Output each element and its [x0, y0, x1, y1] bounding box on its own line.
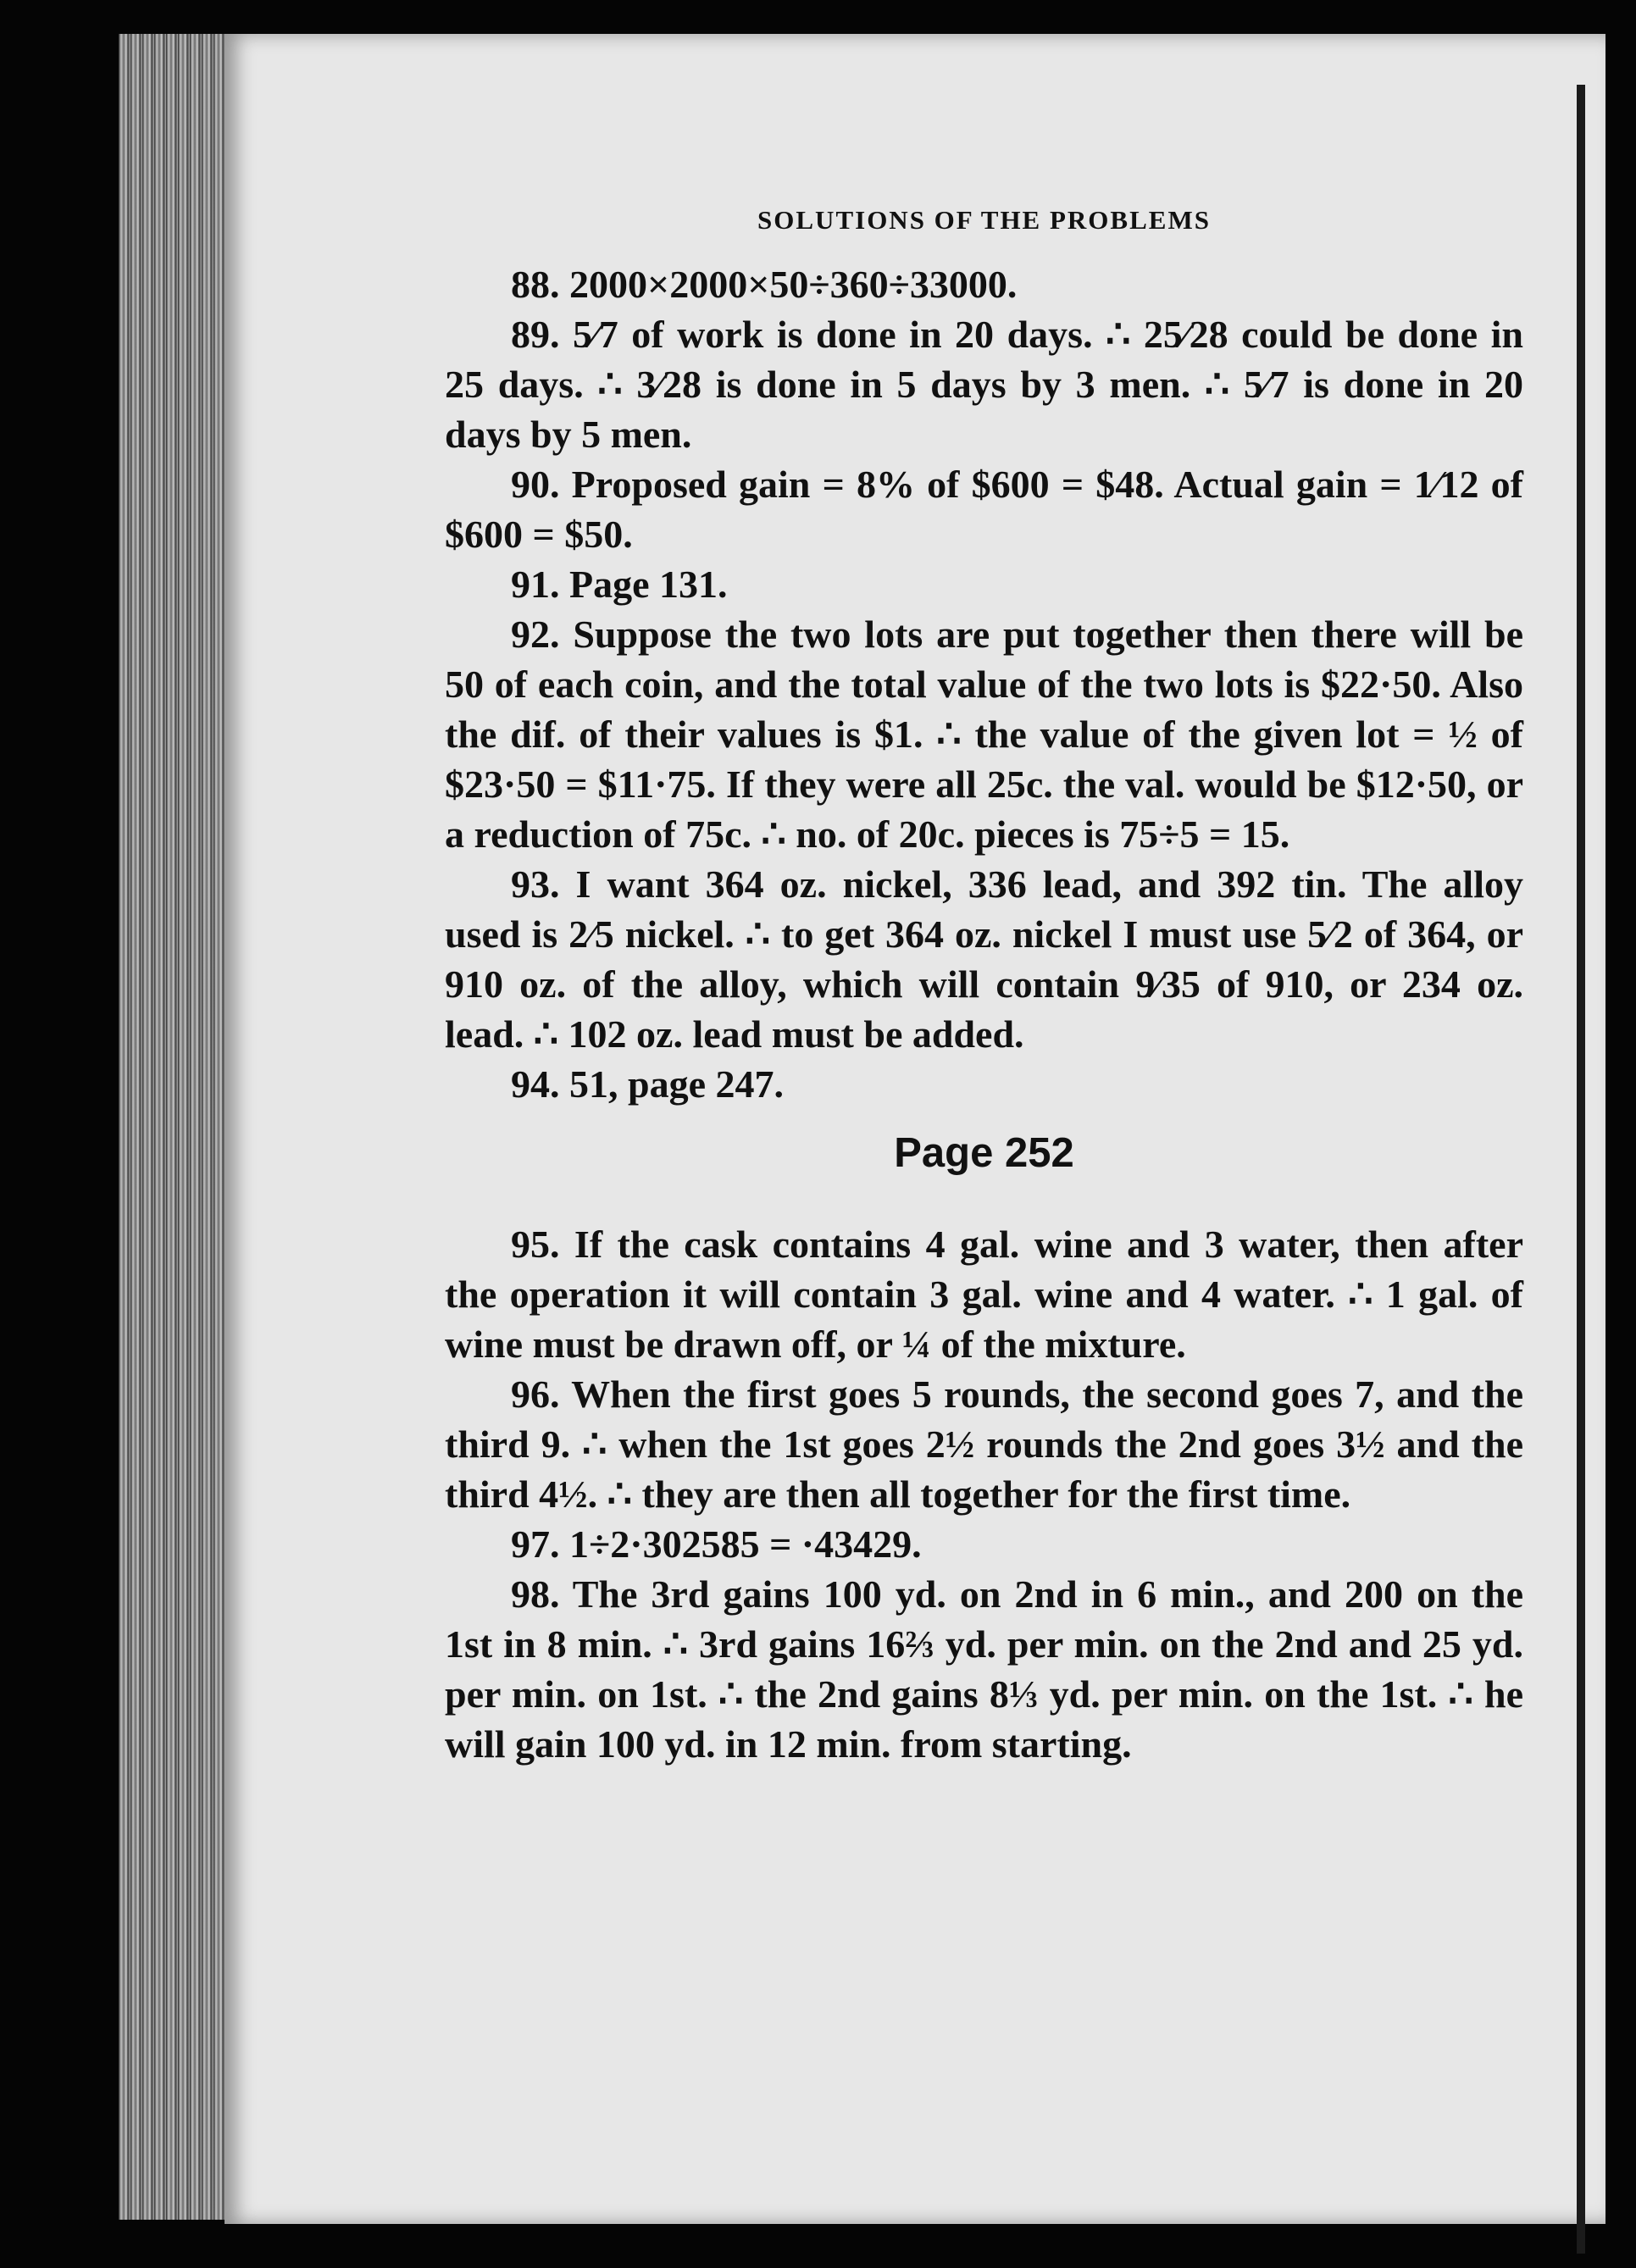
solution-93: 93. I want 364 oz. nickel, 336 lead, and 392 tin. The alloy used is 2⁄5 nickel. ∴ to get 364 oz. nickel I must use 5⁄2 of 364, or 910 oz. of the alloy, which will contain 9⁄35 of 910, or 234 oz. lead. ∴ 102 oz. lead must be added.	[445, 862, 1523, 1056]
solution-95: 95. If the cask contains 4 gal. wine and 3 water, then after the operation it will contain 3 gal. wine and 4 water. ∴ 1 gal. of wine must be drawn off, or ¼ of the mixture.	[445, 1223, 1523, 1366]
section-heading: Page 252	[894, 1130, 1074, 1176]
solution-94: 94. 51, page 247.	[511, 1062, 784, 1106]
page-content	[445, 203, 1523, 1769]
solution-92: 92. Suppose the two lots are put together then there will be 50 of each coin, and the total value of the two lots is $22·50. Also the dif. of their values is $1. ∴ the value of the given lot = ½ of $23·50 = $11·75. If they were all 25c. the val. would be $12·50, or a reduction of 75c. ∴ no. of 20c. pieces is 75÷5 = 15.	[445, 613, 1523, 856]
solution-91: 91. Page 131.	[511, 563, 728, 606]
solution-97: 97. 1÷2·302585 = ·43429.	[511, 1522, 922, 1566]
solution-90: 90. Proposed gain = 8% of $600 = $48. Actual gain = 1⁄12 of $600 = $50.	[445, 463, 1523, 556]
solution-89: 89. 5⁄7 of work is done in 20 days. ∴ 25⁄28 could be done in 25 days. ∴ 3⁄28 is done in 5 days by 3 men. ∴ 5⁄7 is done in 20 days by 5 men.	[445, 313, 1523, 456]
running-head: SOLUTIONS OF THE PROBLEMS	[757, 205, 1211, 235]
solution-88: 88. 2000×2000×50÷360÷33000.	[511, 263, 1018, 306]
solution-98: 98. The 3rd gains 100 yd. on 2nd in 6 min., and 200 on the 1st in 8 min. ∴ 3rd gains 16⅔ yd. per min. on the 2nd and 25 yd. per min. on 1st. ∴ the 2nd gains 8⅓ yd. per min. on the 1st. ∴ he will gain 100 yd. in 12 min. from starting.	[445, 1572, 1523, 1766]
book-page	[225, 34, 1605, 2224]
page-right-edge-shadow	[1577, 85, 1585, 2254]
solution-96: 96. When the first goes 5 rounds, the second goes 7, and the third 9. ∴ when the 1st goes 2½ rounds the 2nd goes 3½ and the third 4½. ∴ they are then all together for the first time.	[445, 1372, 1523, 1516]
book-page-edges	[119, 34, 237, 2220]
